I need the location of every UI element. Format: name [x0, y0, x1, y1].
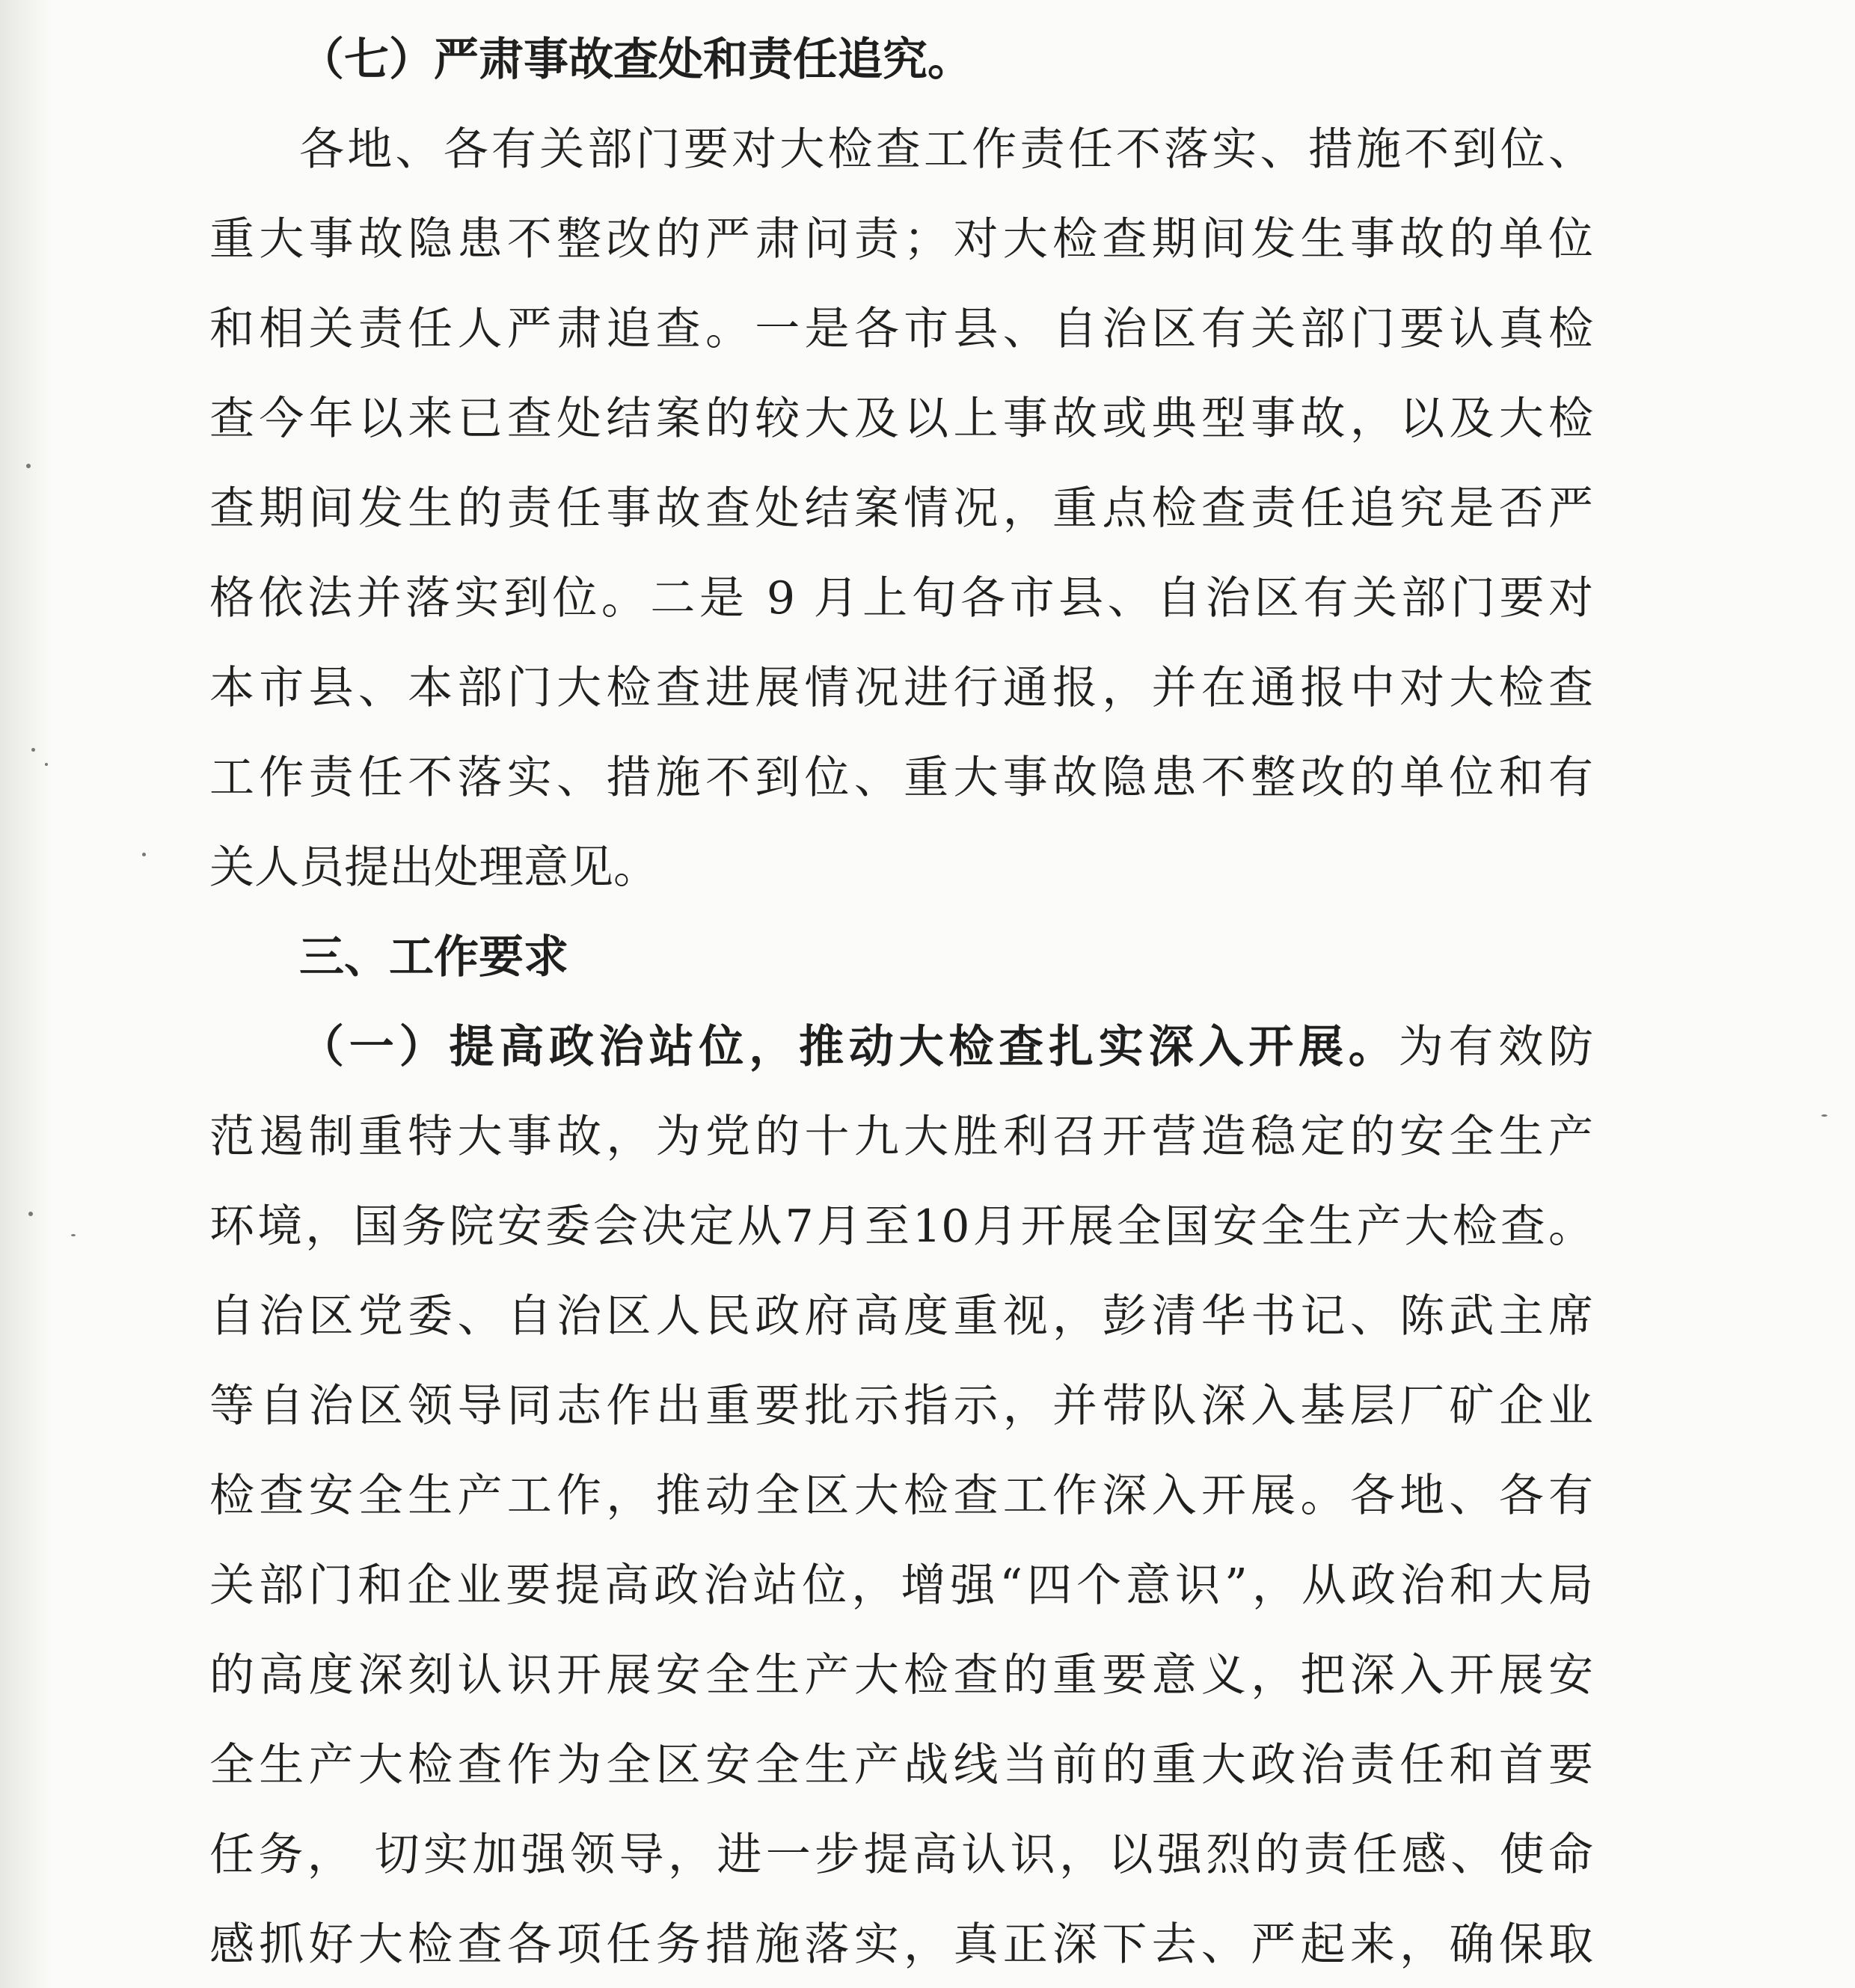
- paragraph-line: 全生产大检查作为全区安全生产战线当前的重大政治责任和首要: [209, 1739, 1593, 1791]
- section-heading-3: 三、工作要求: [299, 931, 568, 984]
- paragraph-line: 等自治区领导同志作出重要批示指示，并带队深入基层厂矿企业: [209, 1380, 1593, 1432]
- paragraph-line: 任务， 切实加强领导，进一步提高认识，以强烈的责任感、使命: [209, 1829, 1593, 1881]
- paragraph-fragment: 为有效防: [1398, 1021, 1594, 1073]
- scan-shadow-edge: [0, 0, 52, 1988]
- subsection-heading-1: （一）提高政治站位，推动大检查扎实深入开展。: [299, 1021, 1399, 1073]
- paragraph-line: 各地、各有关部门要对大检查工作责任不落实、措施不到位、: [299, 123, 1593, 176]
- scan-speck: [26, 464, 31, 468]
- paragraph-line: 检查安全生产工作，推动全区大检查工作深入开展。各地、各有: [209, 1470, 1593, 1522]
- paragraph-line: 关人员提出处理意见。: [209, 841, 658, 894]
- scan-speck: [71, 1234, 76, 1236]
- paragraph-line: 环境，国务院安委会决定从7月至10月开展全国安全生产大检查。: [209, 1200, 1593, 1253]
- paragraph-line: 格依法并落实到位。二是 9 月上旬各市县、自治区有关部门要对: [209, 572, 1593, 625]
- paragraph-line: 感抓好大检查各项任务措施落实，真正深下去、严起来，确保取: [209, 1918, 1593, 1971]
- scan-speck: [142, 853, 146, 856]
- document-body: [209, 15, 1593, 1988]
- paragraph-line: 工作责任不落实、措施不到位、重大事故隐患不整改的单位和有: [209, 752, 1593, 804]
- paragraph-line: 范遏制重特大事故，为党的十九大胜利召开营造稳定的安全生产: [209, 1111, 1593, 1163]
- paragraph-line: 自治区党委、自治区人民政府高度重视，彭清华书记、陈武主席: [209, 1290, 1593, 1343]
- paragraph-line: 查期间发生的责任事故查处结案情况，重点检查责任追究是否严: [209, 482, 1593, 535]
- section-heading-7: （七）严肃事故查处和责任追究。: [299, 34, 972, 86]
- paragraph-line: 查今年以来已查处结案的较大及以上事故或典型事故，以及大检: [209, 393, 1593, 445]
- subsection-line: [209, 1002, 1593, 1092]
- scan-speck: [45, 763, 48, 766]
- scan-speck: [1821, 1114, 1827, 1117]
- paragraph-line: 关部门和企业要提高政治站位，增强“四个意识”，从政治和大局: [209, 1559, 1593, 1612]
- scan-speck: [31, 748, 35, 752]
- paragraph-line: 本市县、本部门大检查进展情况进行通报，并在通报中对大检查: [209, 662, 1593, 714]
- paragraph-line: 和相关责任人严肃追查。一是各市县、自治区有关部门要认真检: [209, 303, 1593, 355]
- scan-speck: [28, 1212, 33, 1216]
- paragraph-line: 的高度深刻认识开展安全生产大检查的重要意义，把深入开展安: [209, 1649, 1593, 1702]
- paragraph-line: 重大事故隐患不整改的严肃问责；对大检查期间发生事故的单位: [209, 213, 1593, 266]
